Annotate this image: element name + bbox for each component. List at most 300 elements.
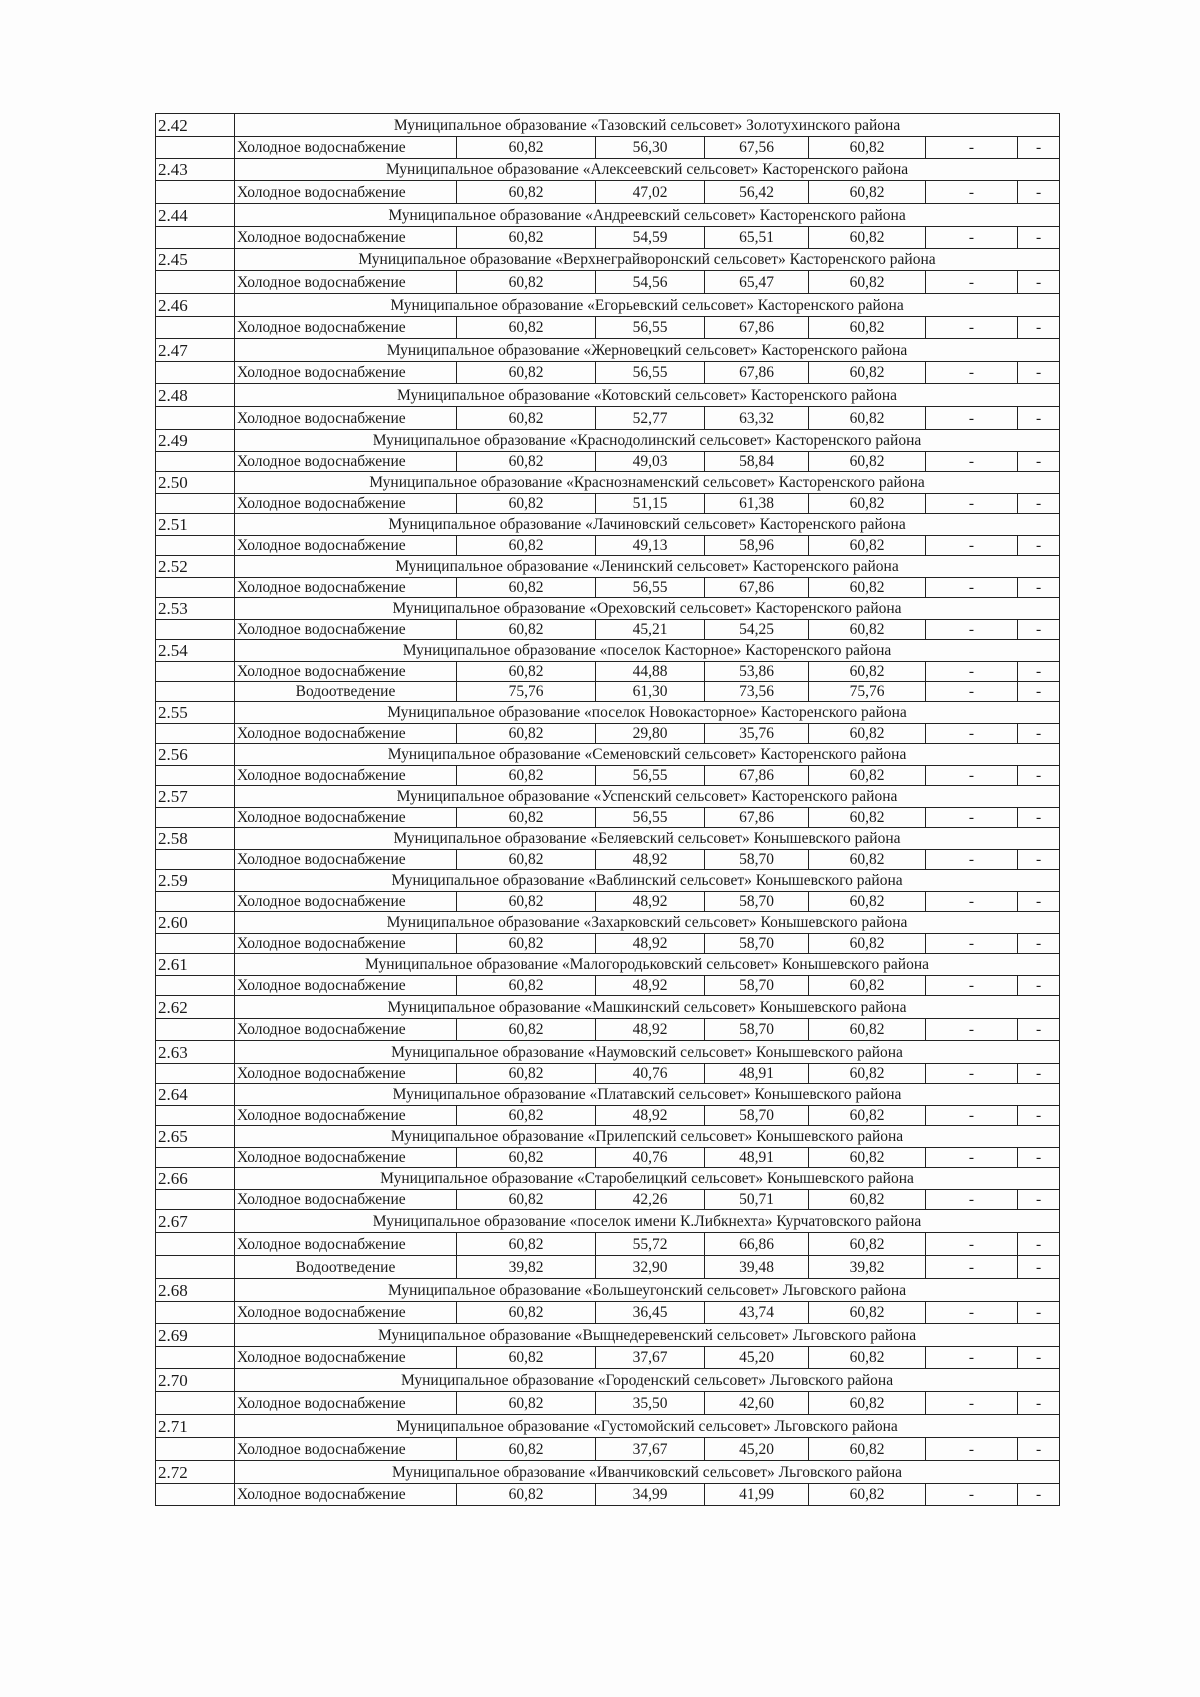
empty-number-cell xyxy=(156,682,235,702)
tariff-value-5: - xyxy=(926,362,1018,384)
service-row xyxy=(156,620,1060,640)
section-number: 2.67 xyxy=(156,1210,235,1233)
service-row xyxy=(156,808,1060,828)
municipality-title: Муниципальное образование «Краснодолинский сельсовет» Касторенского района xyxy=(235,430,1060,452)
tariff-value-2: 56,55 xyxy=(596,317,705,339)
tariff-value-4: 60,82 xyxy=(809,271,926,294)
tariff-value-2: 35,50 xyxy=(596,1392,705,1415)
tariff-value-3: 61,38 xyxy=(705,494,809,514)
tariff-value-5: - xyxy=(926,662,1018,682)
tariff-value-4: 60,82 xyxy=(809,1019,926,1041)
tariff-value-5: - xyxy=(926,934,1018,954)
tariff-value-2: 51,15 xyxy=(596,494,705,514)
section-number: 2.60 xyxy=(156,912,235,934)
section-number: 2.63 xyxy=(156,1041,235,1064)
tariff-value-3: 53,86 xyxy=(705,662,809,682)
municipality-title: Муниципальное образование «Прилепский сельсовет» Конышевского района xyxy=(235,1126,1060,1148)
section-header-row xyxy=(156,1279,1060,1302)
service-name: Водоотведение xyxy=(235,1256,457,1279)
tariff-value-6: - xyxy=(1018,766,1060,786)
tariff-value-6: - xyxy=(1018,362,1060,384)
tariff-value-1: 60,82 xyxy=(457,271,596,294)
service-name: Холодное водоснабжение xyxy=(235,1347,457,1369)
section-number: 2.65 xyxy=(156,1126,235,1148)
service-name: Холодное водоснабжение xyxy=(235,407,457,430)
tariff-value-6: - xyxy=(1018,808,1060,828)
tariff-value-6: - xyxy=(1018,892,1060,912)
tariff-value-4: 60,82 xyxy=(809,1347,926,1369)
tariff-value-1: 60,82 xyxy=(457,1392,596,1415)
service-name: Холодное водоснабжение xyxy=(235,892,457,912)
section-header-row xyxy=(156,114,1060,137)
tariff-value-3: 48,91 xyxy=(705,1064,809,1084)
tariff-value-1: 60,82 xyxy=(457,1106,596,1126)
service-name: Холодное водоснабжение xyxy=(235,362,457,384)
empty-number-cell xyxy=(156,1302,235,1324)
tariff-value-3: 35,76 xyxy=(705,724,809,744)
empty-number-cell xyxy=(156,662,235,682)
service-row xyxy=(156,227,1060,249)
section-header-row xyxy=(156,702,1060,724)
tariff-value-2: 37,67 xyxy=(596,1438,705,1461)
empty-number-cell xyxy=(156,1347,235,1369)
municipality-title: Муниципальное образование «Ваблинский сельсовет» Конышевского района xyxy=(235,870,1060,892)
municipality-title: Муниципальное образование «Платавский сельсовет» Конышевского района xyxy=(235,1084,1060,1106)
service-row xyxy=(156,137,1060,159)
section-number: 2.66 xyxy=(156,1168,235,1190)
empty-number-cell xyxy=(156,271,235,294)
tariff-value-5: - xyxy=(926,1256,1018,1279)
tariff-value-6: - xyxy=(1018,227,1060,249)
section-header-row xyxy=(156,1041,1060,1064)
tariff-value-2: 44,88 xyxy=(596,662,705,682)
municipality-title: Муниципальное образование «Верхнеграйворонский сельсовет» Касторенского района xyxy=(235,249,1060,271)
tariff-value-1: 60,82 xyxy=(457,1019,596,1041)
empty-number-cell xyxy=(156,137,235,159)
tariff-value-3: 39,48 xyxy=(705,1256,809,1279)
municipality-title: Муниципальное образование «Городенский сельсовет» Льговского района xyxy=(235,1369,1060,1392)
tariff-value-1: 60,82 xyxy=(457,976,596,996)
tariff-value-4: 60,82 xyxy=(809,1484,926,1506)
section-number: 2.49 xyxy=(156,430,235,452)
tariff-value-2: 52,77 xyxy=(596,407,705,430)
tariff-value-6: - xyxy=(1018,181,1060,204)
section-header-row xyxy=(156,430,1060,452)
service-row xyxy=(156,317,1060,339)
tariff-value-3: 58,84 xyxy=(705,452,809,472)
section-header-row xyxy=(156,828,1060,850)
section-header-row xyxy=(156,249,1060,271)
tariff-value-1: 60,82 xyxy=(457,1064,596,1084)
service-name: Холодное водоснабжение xyxy=(235,976,457,996)
tariff-value-5: - xyxy=(926,407,1018,430)
tariff-value-4: 60,82 xyxy=(809,934,926,954)
tariff-value-4: 60,82 xyxy=(809,227,926,249)
tariff-value-1: 60,82 xyxy=(457,578,596,598)
section-header-row xyxy=(156,1126,1060,1148)
service-name: Холодное водоснабжение xyxy=(235,1106,457,1126)
tariff-value-2: 36,45 xyxy=(596,1302,705,1324)
tariff-value-5: - xyxy=(926,137,1018,159)
tariff-value-1: 60,82 xyxy=(457,362,596,384)
section-header-row xyxy=(156,786,1060,808)
tariff-value-1: 60,82 xyxy=(457,850,596,870)
section-header-row xyxy=(156,472,1060,494)
service-row xyxy=(156,362,1060,384)
tariff-value-2: 54,56 xyxy=(596,271,705,294)
tariff-value-4: 60,82 xyxy=(809,1106,926,1126)
service-name: Холодное водоснабжение xyxy=(235,1019,457,1041)
empty-number-cell xyxy=(156,808,235,828)
section-number: 2.57 xyxy=(156,786,235,808)
service-row xyxy=(156,1233,1060,1256)
tariff-value-5: - xyxy=(926,578,1018,598)
tariff-value-6: - xyxy=(1018,620,1060,640)
tariff-value-3: 67,86 xyxy=(705,362,809,384)
empty-number-cell xyxy=(156,1019,235,1041)
tariff-value-3: 56,42 xyxy=(705,181,809,204)
municipality-title: Муниципальное образование «Алексеевский сельсовет» Касторенского района xyxy=(235,159,1060,181)
empty-number-cell xyxy=(156,976,235,996)
tariff-value-6: - xyxy=(1018,682,1060,702)
tariff-value-3: 65,47 xyxy=(705,271,809,294)
tariff-value-4: 60,82 xyxy=(809,407,926,430)
empty-number-cell xyxy=(156,578,235,598)
tariff-value-2: 61,30 xyxy=(596,682,705,702)
tariff-value-1: 60,82 xyxy=(457,137,596,159)
section-number: 2.42 xyxy=(156,114,235,137)
tariff-value-1: 60,82 xyxy=(457,620,596,640)
tariff-value-1: 60,82 xyxy=(457,808,596,828)
section-header-row xyxy=(156,1461,1060,1484)
tariff-value-5: - xyxy=(926,850,1018,870)
tariff-value-3: 67,86 xyxy=(705,766,809,786)
service-name: Холодное водоснабжение xyxy=(235,1392,457,1415)
tariff-value-2: 56,55 xyxy=(596,766,705,786)
tariff-value-5: - xyxy=(926,271,1018,294)
tariff-value-3: 58,96 xyxy=(705,536,809,556)
tariff-value-1: 60,82 xyxy=(457,1484,596,1506)
section-header-row xyxy=(156,159,1060,181)
tariff-value-2: 40,76 xyxy=(596,1148,705,1168)
tariff-value-3: 58,70 xyxy=(705,892,809,912)
tariff-value-4: 60,82 xyxy=(809,181,926,204)
tariff-value-1: 60,82 xyxy=(457,317,596,339)
tariff-value-6: - xyxy=(1018,407,1060,430)
empty-number-cell xyxy=(156,850,235,870)
tariff-value-5: - xyxy=(926,452,1018,472)
tariff-value-6: - xyxy=(1018,1106,1060,1126)
service-row xyxy=(156,892,1060,912)
tariff-value-5: - xyxy=(926,1064,1018,1084)
municipality-title: Муниципальное образование «Иванчиковский сельсовет» Льговского района xyxy=(235,1461,1060,1484)
section-number: 2.59 xyxy=(156,870,235,892)
tariff-value-5: - xyxy=(926,1019,1018,1041)
section-header-row xyxy=(156,1324,1060,1347)
tariff-value-1: 60,82 xyxy=(457,407,596,430)
tariff-value-5: - xyxy=(926,620,1018,640)
tariff-value-6: - xyxy=(1018,1233,1060,1256)
tariff-value-2: 48,92 xyxy=(596,1019,705,1041)
municipality-title: Муниципальное образование «поселок Касторное» Касторенского района xyxy=(235,640,1060,662)
section-number: 2.58 xyxy=(156,828,235,850)
tariff-value-4: 60,82 xyxy=(809,1233,926,1256)
section-number: 2.46 xyxy=(156,294,235,317)
service-name: Холодное водоснабжение xyxy=(235,1484,457,1506)
tariff-value-3: 58,70 xyxy=(705,850,809,870)
tariff-value-3: 73,56 xyxy=(705,682,809,702)
tariff-value-2: 48,92 xyxy=(596,934,705,954)
section-header-row xyxy=(156,640,1060,662)
tariff-value-5: - xyxy=(926,1438,1018,1461)
service-name: Холодное водоснабжение xyxy=(235,578,457,598)
tariff-value-3: 43,74 xyxy=(705,1302,809,1324)
tariff-value-4: 39,82 xyxy=(809,1256,926,1279)
tariff-value-6: - xyxy=(1018,536,1060,556)
tariff-value-4: 60,82 xyxy=(809,317,926,339)
tariff-value-2: 56,55 xyxy=(596,808,705,828)
service-name: Холодное водоснабжение xyxy=(235,724,457,744)
service-name: Холодное водоснабжение xyxy=(235,808,457,828)
tariff-value-2: 56,55 xyxy=(596,362,705,384)
service-row xyxy=(156,1106,1060,1126)
section-header-row xyxy=(156,204,1060,227)
table-body xyxy=(156,114,1060,1506)
tariff-value-6: - xyxy=(1018,662,1060,682)
service-row xyxy=(156,662,1060,682)
empty-number-cell xyxy=(156,1233,235,1256)
tariff-value-4: 60,82 xyxy=(809,452,926,472)
service-row xyxy=(156,1019,1060,1041)
service-name: Холодное водоснабжение xyxy=(235,620,457,640)
tariff-value-4: 60,82 xyxy=(809,724,926,744)
tariff-value-6: - xyxy=(1018,137,1060,159)
tariff-value-2: 55,72 xyxy=(596,1233,705,1256)
tariff-value-4: 60,82 xyxy=(809,1190,926,1210)
municipality-title: Муниципальное образование «Наумовский сельсовет» Конышевского района xyxy=(235,1041,1060,1064)
tariff-value-5: - xyxy=(926,682,1018,702)
empty-number-cell xyxy=(156,317,235,339)
section-header-row xyxy=(156,1210,1060,1233)
tariff-value-3: 45,20 xyxy=(705,1438,809,1461)
municipality-title: Муниципальное образование «Большеугонский сельсовет» Льговского района xyxy=(235,1279,1060,1302)
section-number: 2.51 xyxy=(156,514,235,536)
service-row xyxy=(156,536,1060,556)
municipality-title: Муниципальное образование «Семеновский сельсовет» Касторенского района xyxy=(235,744,1060,766)
service-row xyxy=(156,1438,1060,1461)
tariff-value-5: - xyxy=(926,494,1018,514)
tariff-value-5: - xyxy=(926,976,1018,996)
service-row xyxy=(156,1302,1060,1324)
tariff-value-5: - xyxy=(926,1392,1018,1415)
municipality-title: Муниципальное образование «Захарковский сельсовет» Конышевского района xyxy=(235,912,1060,934)
municipality-title: Муниципальное образование «Жерновецкий сельсовет» Касторенского района xyxy=(235,339,1060,362)
tariff-value-5: - xyxy=(926,1302,1018,1324)
tariff-value-3: 58,70 xyxy=(705,1019,809,1041)
tariff-value-6: - xyxy=(1018,1064,1060,1084)
empty-number-cell xyxy=(156,407,235,430)
tariff-value-6: - xyxy=(1018,976,1060,996)
section-number: 2.72 xyxy=(156,1461,235,1484)
municipality-title: Муниципальное образование «Андреевский сельсовет» Касторенского района xyxy=(235,204,1060,227)
section-number: 2.56 xyxy=(156,744,235,766)
empty-number-cell xyxy=(156,1106,235,1126)
section-header-row xyxy=(156,514,1060,536)
municipality-title: Муниципальное образование «Ленинский сельсовет» Касторенского района xyxy=(235,556,1060,578)
section-number: 2.52 xyxy=(156,556,235,578)
tariff-value-2: 56,55 xyxy=(596,578,705,598)
empty-number-cell xyxy=(156,181,235,204)
empty-number-cell xyxy=(156,724,235,744)
tariff-value-1: 60,82 xyxy=(457,766,596,786)
empty-number-cell xyxy=(156,1064,235,1084)
section-header-row xyxy=(156,598,1060,620)
tariff-value-4: 60,82 xyxy=(809,1064,926,1084)
tariff-value-2: 48,92 xyxy=(596,892,705,912)
tariff-value-4: 60,82 xyxy=(809,892,926,912)
tariff-value-3: 54,25 xyxy=(705,620,809,640)
section-number: 2.64 xyxy=(156,1084,235,1106)
tariff-value-3: 58,70 xyxy=(705,934,809,954)
empty-number-cell xyxy=(156,536,235,556)
tariff-value-6: - xyxy=(1018,494,1060,514)
tariff-value-6: - xyxy=(1018,271,1060,294)
service-name: Холодное водоснабжение xyxy=(235,1438,457,1461)
section-number: 2.54 xyxy=(156,640,235,662)
tariff-value-4: 60,82 xyxy=(809,1438,926,1461)
tariff-value-5: - xyxy=(926,317,1018,339)
tariff-value-4: 75,76 xyxy=(809,682,926,702)
tariff-value-1: 60,82 xyxy=(457,452,596,472)
empty-number-cell xyxy=(156,934,235,954)
section-number: 2.70 xyxy=(156,1369,235,1392)
tariff-value-4: 60,82 xyxy=(809,620,926,640)
empty-number-cell xyxy=(156,452,235,472)
empty-number-cell xyxy=(156,227,235,249)
tariff-value-4: 60,82 xyxy=(809,850,926,870)
municipality-title: Муниципальное образование «Ореховский сельсовет» Касторенского района xyxy=(235,598,1060,620)
tariff-value-6: - xyxy=(1018,317,1060,339)
tariff-value-6: - xyxy=(1018,578,1060,598)
tariff-value-5: - xyxy=(926,808,1018,828)
service-name: Холодное водоснабжение xyxy=(235,766,457,786)
section-number: 2.68 xyxy=(156,1279,235,1302)
tariff-value-2: 49,03 xyxy=(596,452,705,472)
service-row xyxy=(156,452,1060,472)
tariff-value-3: 67,86 xyxy=(705,317,809,339)
tariff-value-2: 49,13 xyxy=(596,536,705,556)
tariff-value-5: - xyxy=(926,892,1018,912)
tariff-value-3: 66,86 xyxy=(705,1233,809,1256)
empty-number-cell xyxy=(156,892,235,912)
section-header-row xyxy=(156,912,1060,934)
tariff-value-3: 58,70 xyxy=(705,976,809,996)
empty-number-cell xyxy=(156,620,235,640)
service-name: Холодное водоснабжение xyxy=(235,452,457,472)
tariff-value-2: 40,76 xyxy=(596,1064,705,1084)
empty-number-cell xyxy=(156,362,235,384)
service-row xyxy=(156,494,1060,514)
tariff-value-2: 29,80 xyxy=(596,724,705,744)
tariff-value-2: 45,21 xyxy=(596,620,705,640)
service-name: Холодное водоснабжение xyxy=(235,227,457,249)
empty-number-cell xyxy=(156,1190,235,1210)
tariff-value-6: - xyxy=(1018,1392,1060,1415)
tariff-value-5: - xyxy=(926,1106,1018,1126)
section-header-row xyxy=(156,384,1060,407)
service-row xyxy=(156,1347,1060,1369)
tariff-value-6: - xyxy=(1018,1019,1060,1041)
section-header-row xyxy=(156,1369,1060,1392)
tariff-value-6: - xyxy=(1018,452,1060,472)
tariff-value-5: - xyxy=(926,724,1018,744)
empty-number-cell xyxy=(156,494,235,514)
section-number: 2.61 xyxy=(156,954,235,976)
service-name: Холодное водоснабжение xyxy=(235,181,457,204)
tariff-value-2: 32,90 xyxy=(596,1256,705,1279)
service-name: Холодное водоснабжение xyxy=(235,1148,457,1168)
tariff-value-1: 60,82 xyxy=(457,181,596,204)
tariff-value-3: 63,32 xyxy=(705,407,809,430)
section-number: 2.43 xyxy=(156,159,235,181)
section-number: 2.69 xyxy=(156,1324,235,1347)
service-name: Холодное водоснабжение xyxy=(235,536,457,556)
tariff-value-6: - xyxy=(1018,1190,1060,1210)
tariff-value-3: 41,99 xyxy=(705,1484,809,1506)
tariff-table xyxy=(155,113,1060,1506)
section-number: 2.55 xyxy=(156,702,235,724)
empty-number-cell xyxy=(156,1148,235,1168)
service-name: Холодное водоснабжение xyxy=(235,271,457,294)
tariff-value-2: 56,30 xyxy=(596,137,705,159)
tariff-value-3: 58,70 xyxy=(705,1106,809,1126)
tariff-value-5: - xyxy=(926,1347,1018,1369)
municipality-title: Муниципальное образование «Выщнедеревенский сельсовет» Льговского района xyxy=(235,1324,1060,1347)
tariff-value-5: - xyxy=(926,1190,1018,1210)
section-number: 2.48 xyxy=(156,384,235,407)
service-name: Холодное водоснабжение xyxy=(235,662,457,682)
municipality-title: Муниципальное образование «Густомойский сельсовет» Льговского района xyxy=(235,1415,1060,1438)
service-row xyxy=(156,934,1060,954)
section-number: 2.62 xyxy=(156,996,235,1019)
tariff-value-6: - xyxy=(1018,850,1060,870)
municipality-title: Муниципальное образование «Успенский сельсовет» Касторенского района xyxy=(235,786,1060,808)
service-row xyxy=(156,724,1060,744)
tariff-value-6: - xyxy=(1018,934,1060,954)
tariff-value-1: 60,82 xyxy=(457,1233,596,1256)
service-name: Холодное водоснабжение xyxy=(235,494,457,514)
tariff-value-2: 42,26 xyxy=(596,1190,705,1210)
empty-number-cell xyxy=(156,1256,235,1279)
tariff-value-2: 54,59 xyxy=(596,227,705,249)
tariff-value-4: 60,82 xyxy=(809,1302,926,1324)
tariff-value-1: 60,82 xyxy=(457,892,596,912)
tariff-value-1: 60,82 xyxy=(457,724,596,744)
municipality-title: Муниципальное образование «Беляевский сельсовет» Конышевского района xyxy=(235,828,1060,850)
service-row xyxy=(156,766,1060,786)
tariff-value-1: 60,82 xyxy=(457,662,596,682)
tariff-value-1: 60,82 xyxy=(457,1148,596,1168)
section-header-row xyxy=(156,556,1060,578)
municipality-title: Муниципальное образование «Малогородьковский сельсовет» Конышевского района xyxy=(235,954,1060,976)
service-row xyxy=(156,1392,1060,1415)
service-row xyxy=(156,181,1060,204)
municipality-title: Муниципальное образование «Краснознаменский сельсовет» Касторенского района xyxy=(235,472,1060,494)
service-name: Холодное водоснабжение xyxy=(235,1302,457,1324)
section-number: 2.47 xyxy=(156,339,235,362)
section-number: 2.44 xyxy=(156,204,235,227)
section-header-row xyxy=(156,744,1060,766)
